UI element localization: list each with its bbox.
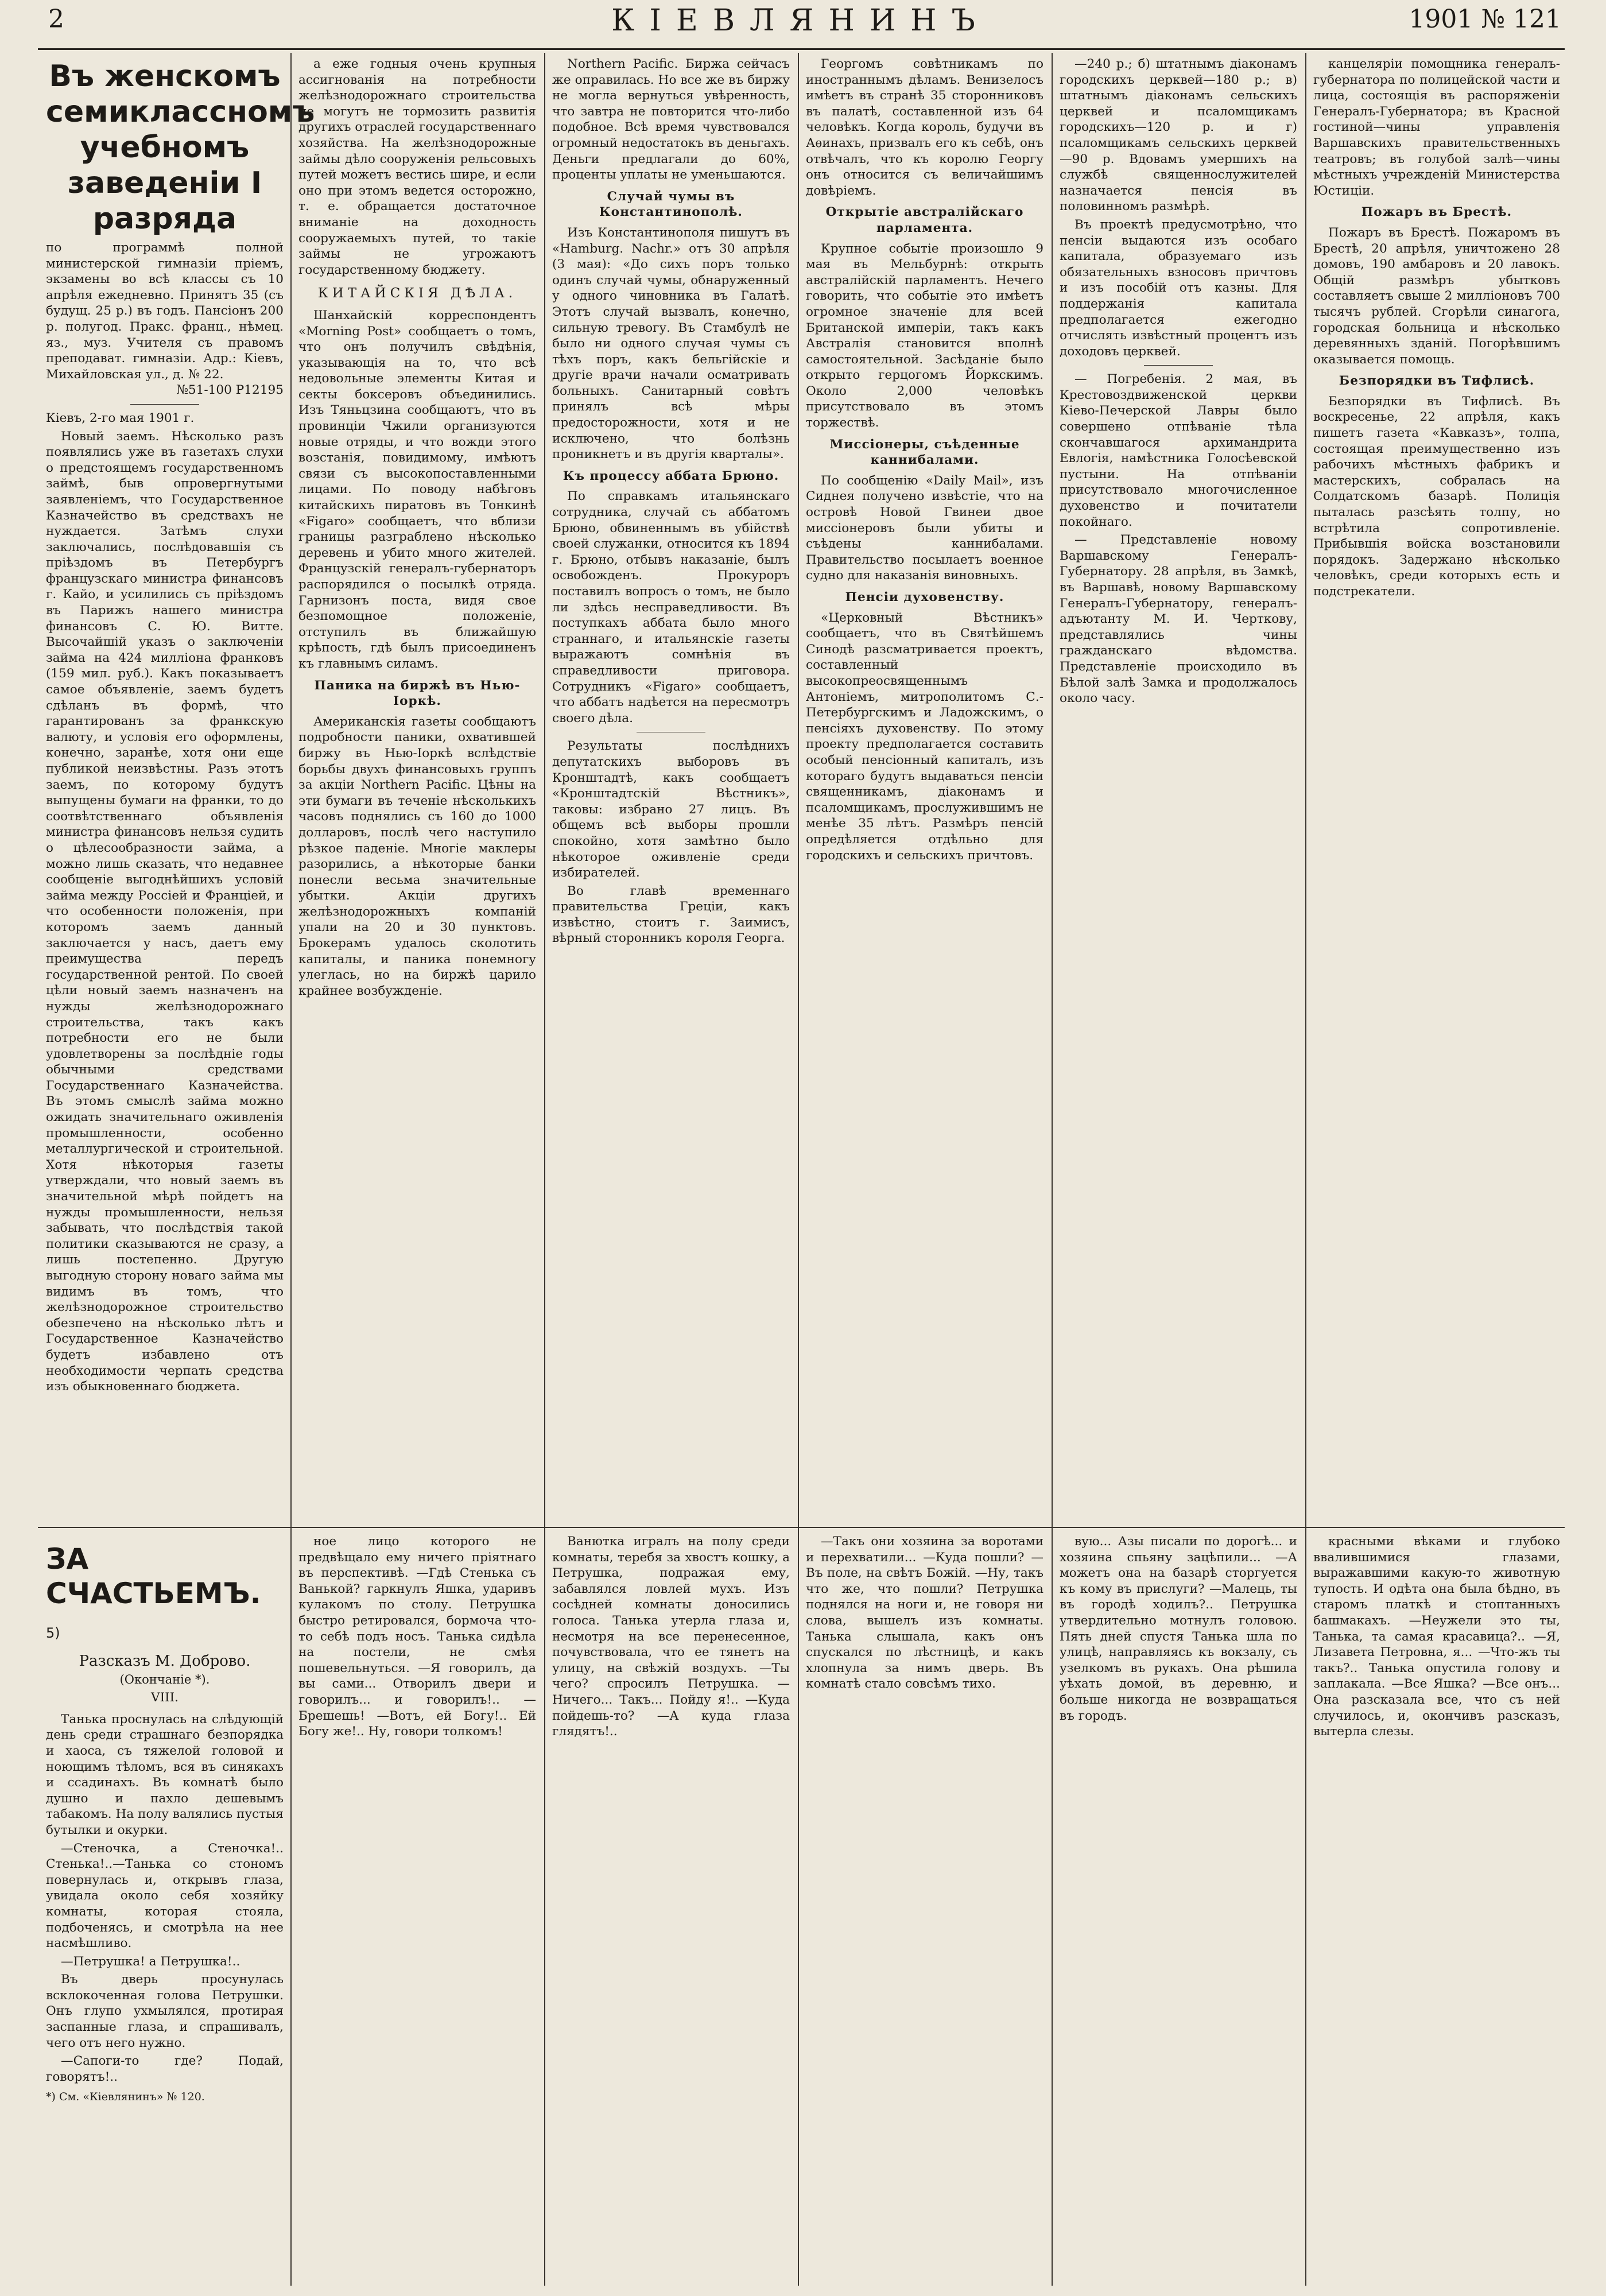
column-6 <box>1313 56 1560 1520</box>
story-paragraph: вую... Азы писали по дорогѣ... и хозяина спьяну зацѣпили... —А можетъ она на базарѣ сторгуется къ кому въ прислуги? —Малець, ты въ городѣ ходилъ?.. Петрушка утвердительно мотнулъ головою. Пять дней спустя Танька шла по улицѣ, направляясь къ вокзалу, съ узелкомъ въ рукахъ. Она рѣшила уѣхать домой, въ деревню, и больше никогда не возвращаться въ городъ. <box>1060 1534 1297 1723</box>
fire-heading: Пожаръ въ Брестѣ. <box>1361 205 1512 220</box>
story-paragraph: Въ дверь просунулась всклокоченная голова Петрушки. Онъ глупо ухмылялся, протирая заспанные глаза, и спрашивалъ, чего отъ него нужно. <box>46 1972 284 2050</box>
australia-article: Крупное событіе произошло 9 мая въ Мельбурнѣ: открыть австралійскій парламентъ. Нечего говорить, что событіе это имѣетъ огромное значеніе для всей Британской имперіи, такъ какъ Австралія становится вполнѣ самостоятельной. Засѣданіе было открыто герцогомъ Йоркскимъ. Около 2,000 человѣкъ присутствовало въ этомъ торжествѣ. <box>806 241 1043 430</box>
column-4 <box>806 56 1043 1520</box>
abbot-article: По справкамъ итальянскаго сотрудника, случай съ аббатомъ Брюно, обвиненнымъ въ убійствѣ своей служанки, относится къ 1894 г. Брюно, отбывъ наказаніе, былъ освобожденъ. Прокуроръ поставилъ вопросъ о томъ, не было ли здѣсь несправедливости. Въ поступкахъ аббата было много страннаго, и итальянскіе газеты выражаютъ сомнѣнія въ справедливости приговора. Сотрудникъ «Figaro» сообщаетъ, что аббатъ надѣется на пересмотръ своего дѣла. <box>552 489 790 726</box>
story-paragraph: —Петрушка! а Петрушка!.. <box>61 1954 240 1969</box>
advertisement-body: по программѣ полной министерской гимназіи пріемъ, экзамены во всѣ классы съ 10 апрѣля ежедневно. Принятъ 35 (съ будущ. 25 р.) въ годъ. Пансіонъ 200 р. полугод. Пракс. франц., нѣмец. яз., муз. Учителя съ правомъ преподават. гимназіи. Адр.: Кіевъ, Михайловская ул., д. № 22. <box>46 241 284 382</box>
story-paragraph: ное лицо которого не предвѣщало ему ничего пріятнаго въ перспективѣ. —Гдѣ Стенька съ Ванькой? гаркнулъ Яшка, ударивъ кулакомъ по столу. Петрушка быстро ретировался, бормоча что-то себѣ подъ носъ. Танька сидѣла на постели, не смѣя пошевельнуться. —Я говорилъ, да вы сами... Отворилъ двери и говорилъ... и говорилъ!.. —Брешешь! —Вотъ, ей Богу!.. Ей Богу же!.. Ну, говори толкомъ! <box>298 1534 536 1739</box>
feuilleton-column-4 <box>806 1534 1043 2286</box>
fire-article: Пожаръ въ Брестѣ. Пожаромъ въ Брестѣ, 20 апрѣля, уничтожено 28 домовъ, 190 амбаровъ и 20 лавокъ. Общій размѣръ убытковъ составляетъ свыше 2 милліоновъ 700 тысячъ рублей. Сгорѣли синагога, городская больница и нѣсколько деревянныхъ зданій. Погорѣвшимъ оказывается помощь. <box>1313 225 1560 367</box>
feuilleton-column-3 <box>552 1534 790 2286</box>
column-3 <box>552 56 790 1520</box>
feuilleton-column-6 <box>1313 1534 1560 2286</box>
story-paragraph: красными вѣками и глубоко ввалившимися глазами, выражавшими какую-то животную тупость. И одѣта она была бѣдно, въ старомъ платкѣ и стоптанныхъ башмакахъ. —Неужели это ты, Танька, та самая красавица?.. —Я, Лизавета Петровна, я... —Что-жъ ты такъ?.. Танька опустила голову и заплакала. —Все Яшка? —Все онъ... Она разсказала все, что съ ней случилось, и, окончивъ разсказъ, вытерла слезы. <box>1313 1534 1560 1739</box>
clergy-article: «Церковный Вѣстникъ» сообщаетъ, что въ Святѣйшемъ Синодѣ разсматривается проектъ, составленный высокопреосвященнымъ Антоніемъ, митрополитомъ С.-Петербургскимъ и Ладожскимъ, о пенсіяхъ духовенству. По этому проекту предполагается составить особый пенсіонный капиталъ, изъ котораго будутъ выдаваться пенсіи священникамъ, діаконамъ и псаломщикамъ, прослужившимъ не менѣе 35 лѣтъ. Размѣръ пенсій опредѣляется отдѣльно для городскихъ и сельскихъ причтовъ. <box>806 610 1043 863</box>
section-heading-china: КИТАЙСКІЯ ДѢЛА. <box>317 286 517 301</box>
dateline: Кіевъ, 2-го мая 1901 г. <box>46 410 195 425</box>
column-rule <box>1305 53 1306 2286</box>
warsaw-continuation: канцеляріи помощника генералъ-губернатора по полицейской части и лица, состоящія въ распоряженіи Генералъ-Губернатора; въ Красной гостиной—чины управленія Варшавскихъ правительственныхъ театровъ; въ голубой залѣ—чины мѣстныхъ учрежденій Министерства Юстиціи. <box>1313 57 1560 198</box>
abbot-heading: Къ процессу аббата Брюно. <box>563 468 779 483</box>
separator <box>1144 365 1213 366</box>
story-title <box>46 1542 284 1650</box>
editorial-continuation: а еже годныя очень крупныя ассигнованія на потребности желѣзнодорожнаго строительства не могутъ не тормозить развитія другихъ отраслей государственнаго хозяйства. На желѣзнодорожные займы дѣло сооруженія рельсовыхъ путей можетъ вестись шире, и если оно при этомъ ведется осторожно, т. е. обращается достаточное вниманіе на доходность сооружаемыхъ путей, то такіе займы не угрожаютъ государственному бюджету. <box>298 57 536 277</box>
elections-article: Результаты послѣднихъ депутатскихъ выборовъ въ Кронштадтѣ, какъ сообщаетъ «Кронштадтскій Вѣстникъ», таковы: избрано 27 лицъ. Въ общемъ всѣ выборы прошли спокойно, хотя замѣтно было нѣкоторое оживленіе среди избирателей. <box>552 739 790 881</box>
story-author: Разсказъ М. Доброво. <box>79 1653 251 1670</box>
story-paragraph: —Сапоги-то где? Подай, говорятъ!.. <box>46 2054 284 2084</box>
clergy-continuation: —240 р.; б) штатнымъ діаконамъ городскихъ церквей—180 р.; в) штатнымъ діаконамъ сельскихъ церквей и псаломщикамъ городскихъ—120 р. и г) псаломщикамъ сельскихъ церквей—90 р. Вдовамъ умершихъ на службѣ священнослужителей назначается пенсія въ половинномъ размѣрѣ. <box>1060 57 1297 214</box>
story-chapter: VIII. <box>150 1690 179 1705</box>
china-article: Шанхайскій корреспондентъ «Morning Post» сообщаетъ о томъ, что онъ получилъ свѣдѣнія, указывающія на то, что всѣ недовольные элементы Китая и секты боксеровъ объединились. Изъ Тяньцзина сообщаютъ, что въ провинціи Чжили организуются новые отряды, и что вожди этого возстанія, повидимому, имѣютъ связи съ высокопоставленными лицами. По поводу набѣговъ китайскихъ пиратовъ въ Тонкинѣ «Figaro» сообщаетъ, что вблизи границы разграблено нѣсколько деревень и убито много жителей. Французскій генералъ-губернаторъ распорядился о посылкѣ отряда. Гарнизонъ поста, видя свое безпомощное положеніе, отступилъ въ ближайшую крѣпость, гдѣ былъ присоединенъ къ главнымъ силамъ. <box>298 308 536 671</box>
panic-heading: Паника на биржѣ въ Нью-Іоркѣ. <box>314 678 521 709</box>
warsaw-article: — Представленіе новому Варшавскому Генералъ-Губернатору. 28 апрѣля, въ Замкѣ, въ Варшавѣ, новому Варшавскому Генералъ-Губернатору, генералъ-адъютанту М. И. Черткову, представлялись чины гражданскаго вѣдомства. Представленіе происходило въ Бѣлой залѣ Замка и продолжалось около часу. <box>1060 533 1297 706</box>
column-rule <box>290 53 292 2286</box>
page-number: 2 <box>48 5 64 34</box>
australia-heading: Открытіе австралійскаго парламента. <box>825 205 1024 235</box>
funeral-article: — Погребенія. 2 мая, въ Крестовоздвиженской церкви Кіево-Печерской Лавры было совершено отпѣваніе тѣла скончавшагося архимандрита Евлогія, намѣстника Голосѣевской пустыни. На отпѣваніи присутствовало многочисленное духовенство и почитатели покойнаго. <box>1060 372 1297 529</box>
story-title-text: ЗА СЧАСТЬЕМЪ. <box>46 1542 261 1610</box>
story-continuation-note: (Окончаніе *). <box>119 1672 210 1686</box>
panic-continuation: Northern Pacific. Биржа сейчасъ же оправилась. Но все же въ биржу не могла вернуться увѣренность, что завтра не повторится что-либо подобное. Всѣ время чувствовался огромный недостатокъ въ деньгахъ. Деньги предлагали до 60%, проценты уплаты не уменьшаются. <box>552 57 790 183</box>
column-rule <box>544 53 545 2286</box>
issue-number: 1901 № 121 <box>1409 5 1561 34</box>
footnote-marker: 5) <box>46 1625 60 1641</box>
masthead-rule <box>38 48 1565 50</box>
story-paragraph: Ванютка игралъ на полу среди комнаты, теребя за хвостъ кошку, а Петрушка, подражая ему, забавлялся ловлей мухъ. Изъ сосѣдней комнаты доносились голоса. Танька утерла глаза и, несмотря на все перенесенное, почувствовала, что ее тянетъ на улицу, на свѣжій воздухъ. —Ты чего? спросилъ Петрушка. —Ничего... Такъ... Пойду я!.. —Куда пойдешь-то? —А куда глаза глядятъ!.. <box>552 1534 790 1739</box>
clergy-heading: Пенсіи духовенству. <box>845 590 1004 604</box>
tiflis-heading: Безпорядки въ Тифлисѣ. <box>1339 374 1535 389</box>
feuilleton-divider <box>38 1527 1565 1528</box>
newspaper-title: КІЕВЛЯНИНЪ <box>611 3 990 38</box>
column-5 <box>1060 56 1297 1520</box>
clergy-details: Въ проектѣ предусмотрѣно, что пенсіи выдаются изъ особаго капитала, образуемаго изъ обязательныхъ взносовъ причтовъ и изъ пособій отъ казны. Для поддержанія капитала предполагается ежегодно отчислять извѣстный процентъ изъ доходовъ церквей. <box>1060 217 1297 359</box>
masthead <box>40 3 1561 39</box>
feuilleton-column-1 <box>46 1534 284 2286</box>
separator <box>130 404 199 405</box>
story-paragraph: Танька проснулась на слѣдующій день среди страшнаго безпорядка и хаоса, съ тяжелой головой и ноющимъ тѣломъ, вся въ синякахъ и ссадинахъ. Въ комнатѣ было душно и пахло дешевымъ табакомъ. На полу валялись пустыя бутылки и окурки. <box>46 1712 284 1837</box>
tiflis-article: Безпорядки въ Тифлисѣ. Въ воскресенье, 22 апрѣля, какъ пишетъ газета «Кавказъ», толпа, состоящая преимущественно изъ рабочихъ мѣстныхъ фабрикъ и мастерскихъ, собралась на Солдатскомъ базарѣ. Полиція пыталась разсѣять толпу, но встрѣтила сопротивленіе. Прибывшія войска возстановили порядокъ. Задержано нѣсколько человѣкъ, среди которыхъ есть и подстрекатели. <box>1313 394 1560 599</box>
column-2 <box>298 56 536 1520</box>
advertisement-code: №51-100 Р12195 <box>176 383 284 398</box>
plague-article: Изъ Константинополя пишутъ въ «Hamburg. Nachr.» отъ 30 апрѣля (3 мая): «До сихъ поръ только одинъ случай чумы, обнаруженный у одного чиновника въ Галатѣ. Этотъ случай вызвалъ, конечно, сильную тревогу. Въ Стамбулѣ не было ни одного случая чумы съ тѣхъ поръ, какъ бельгійскіе и другіе врачи начали осматривать больныхъ. Санитарный совѣтъ принялъ всѣ мѣры предосторожности, хотя и не исключено, что болѣзнь проникнетъ и въ другія кварталы». <box>552 225 790 462</box>
editorial-article: Новый заемъ. Нѣсколько разъ появлялись уже въ газетахъ слухи о предстоящемъ государственномъ займѣ, быв опровергнутыми заявленіемъ, что Государственное Казначейство въ средствахъ не нуждается. Затѣмъ слухи заключались, послѣдовавшія съ пріѣздомъ въ Петербургъ французскаго министра финансовъ г. Кайо, и усилились съ пріѣздомъ въ Парижъ нашего министра финансовъ С. Ю. Витте. Высочайшій указъ о заключеніи займа на 424 милліона франковъ (159 мил. руб.). Какъ показываетъ самое объявленіе, заемъ будетъ сдѣланъ въ формѣ, что гарантированъ за франкскую валюту, и условія его оформлены, конечно, заранѣе, хотя они еще публикой неизвѣстны. Разъ этотъ заемъ, по которому будутъ выпущены бумаги на франки, то до соотвѣтственнаго объявленія министра финансовъ нельзя судить о цѣлесообразности займа, а можно лишь сказать, что недавнее сообщеніе выгоднѣйшихъ условій займа между Россіей и Франціей, и что особенности положенія, при которомъ заемъ данный заключается у насъ, даетъ ему преимущества передъ государственной рентой. По своей цѣли новый заемъ назначенъ на нужды желѣзнодорожнаго строительства, такъ какъ потребности его не были удовлетворены за послѣдніе годы обычными средствами Государственнаго Казначейства. Въ этомъ смыслѣ займа можно ожидать значительнаго оживленія промышленности, особенно металлургической и строительной. Хотя нѣкоторыя газеты утверждали, что новый заемъ въ значительной мѣрѣ пойдетъ на нужды промышленности, нельзя забывать, что послѣдствія такой политики сказываются не сразу, а лишь постепенно. Другую выгодную сторону новаго займа мы видимъ въ томъ, что желѣзнодорожное строительство обезпечено на нѣсколько лѣтъ и Государственное Казначейство будетъ избавлено отъ необходимости черпать средства изъ обыкновеннаго бюджета. <box>46 429 284 1394</box>
story-paragraph: —Стеночка, а Стеночка!.. Стенька!..—Танька со стономъ повернулась и, открывъ глаза, увидала около себя хозяйку комнаты, которая стояла, подбоченясь, и смотрѣла на нее насмѣшливо. <box>46 1841 284 1951</box>
column-rule <box>798 53 799 2286</box>
greece-continuation: Георгомъ совѣтникамъ по иностраннымъ дѣламъ. Венизелосъ имѣетъ въ странѣ 35 сторонниковъ въ палатѣ, составленной изъ 64 человѣкъ. Когда король, будучи въ Аѳинахъ, призвалъ его къ себѣ, онъ отвѣчалъ, что къ королю Георгу онъ относится съ величайшимъ довѣріемъ. <box>806 57 1043 198</box>
missionaries-article: По сообщенію «Daily Mail», изъ Сиднея получено извѣстіе, что на островѣ Новой Гвинеи двое миссіонеровъ были убиты и съѣдены каннибалами. Правительство посылаетъ военное судно для наказанія виновныхъ. <box>806 473 1043 583</box>
greece-article: Во главѣ временнаго правительства Греціи, какъ извѣстно, стоитъ г. Заимисъ, вѣрный сторонникъ короля Георга. <box>552 883 790 946</box>
column-rule <box>1052 53 1053 2286</box>
column-1 <box>46 56 315 1520</box>
feuilleton-column-2 <box>298 1534 536 2286</box>
story-paragraph: —Такъ они хозяина за воротами и перехватили... —Куда пошли? —Въ поле, на свѣтъ Божій. —Ну, такъ что же, что пошли? Петрушка поднялся на ноги и, не говоря ни слова, вышелъ изъ комнаты. Танька слышала, какъ онъ спускался по лѣстницѣ, и какъ хлопнула за нимъ дверь. Въ комнатѣ стало совсѣмъ тихо. <box>806 1534 1043 1692</box>
plague-heading: Случай чумы въ Константинополѣ. <box>599 189 743 220</box>
story-footnote: *) См. «Кіевлянинъ» № 120. <box>46 2091 205 2104</box>
missionaries-heading: Миссіонеры, съѣденные каннибалами. <box>829 437 1020 468</box>
feuilleton-column-5 <box>1060 1534 1297 2286</box>
panic-article: Американскія газеты сообщаютъ подробности паники, охватившей биржу въ Нью-Іоркѣ вслѣдствіе борьбы двухъ финансовыхъ группъ за акціи Northern Pacific. Цѣны на эти бумаги въ теченіе нѣсколькихъ часовъ поднялись съ 160 до 1000 долларовъ, послѣ чего наступило рѣзкое паденіе. Многіе маклеры разорились, а нѣкоторые банки понесли весьма значительные убытки. Акціи другихъ желѣзнодорожныхъ компаній упали на 20 и 30 пунктовъ. Брокерамъ удалось сколотить капиталы, и паника понемногу улеглась, но на биржѣ царило крайнее возбужденіе. <box>298 714 536 998</box>
advertisement-title: Въ женскомъ семиклассномъ учебномъ заведеніи I разряда <box>46 59 315 236</box>
